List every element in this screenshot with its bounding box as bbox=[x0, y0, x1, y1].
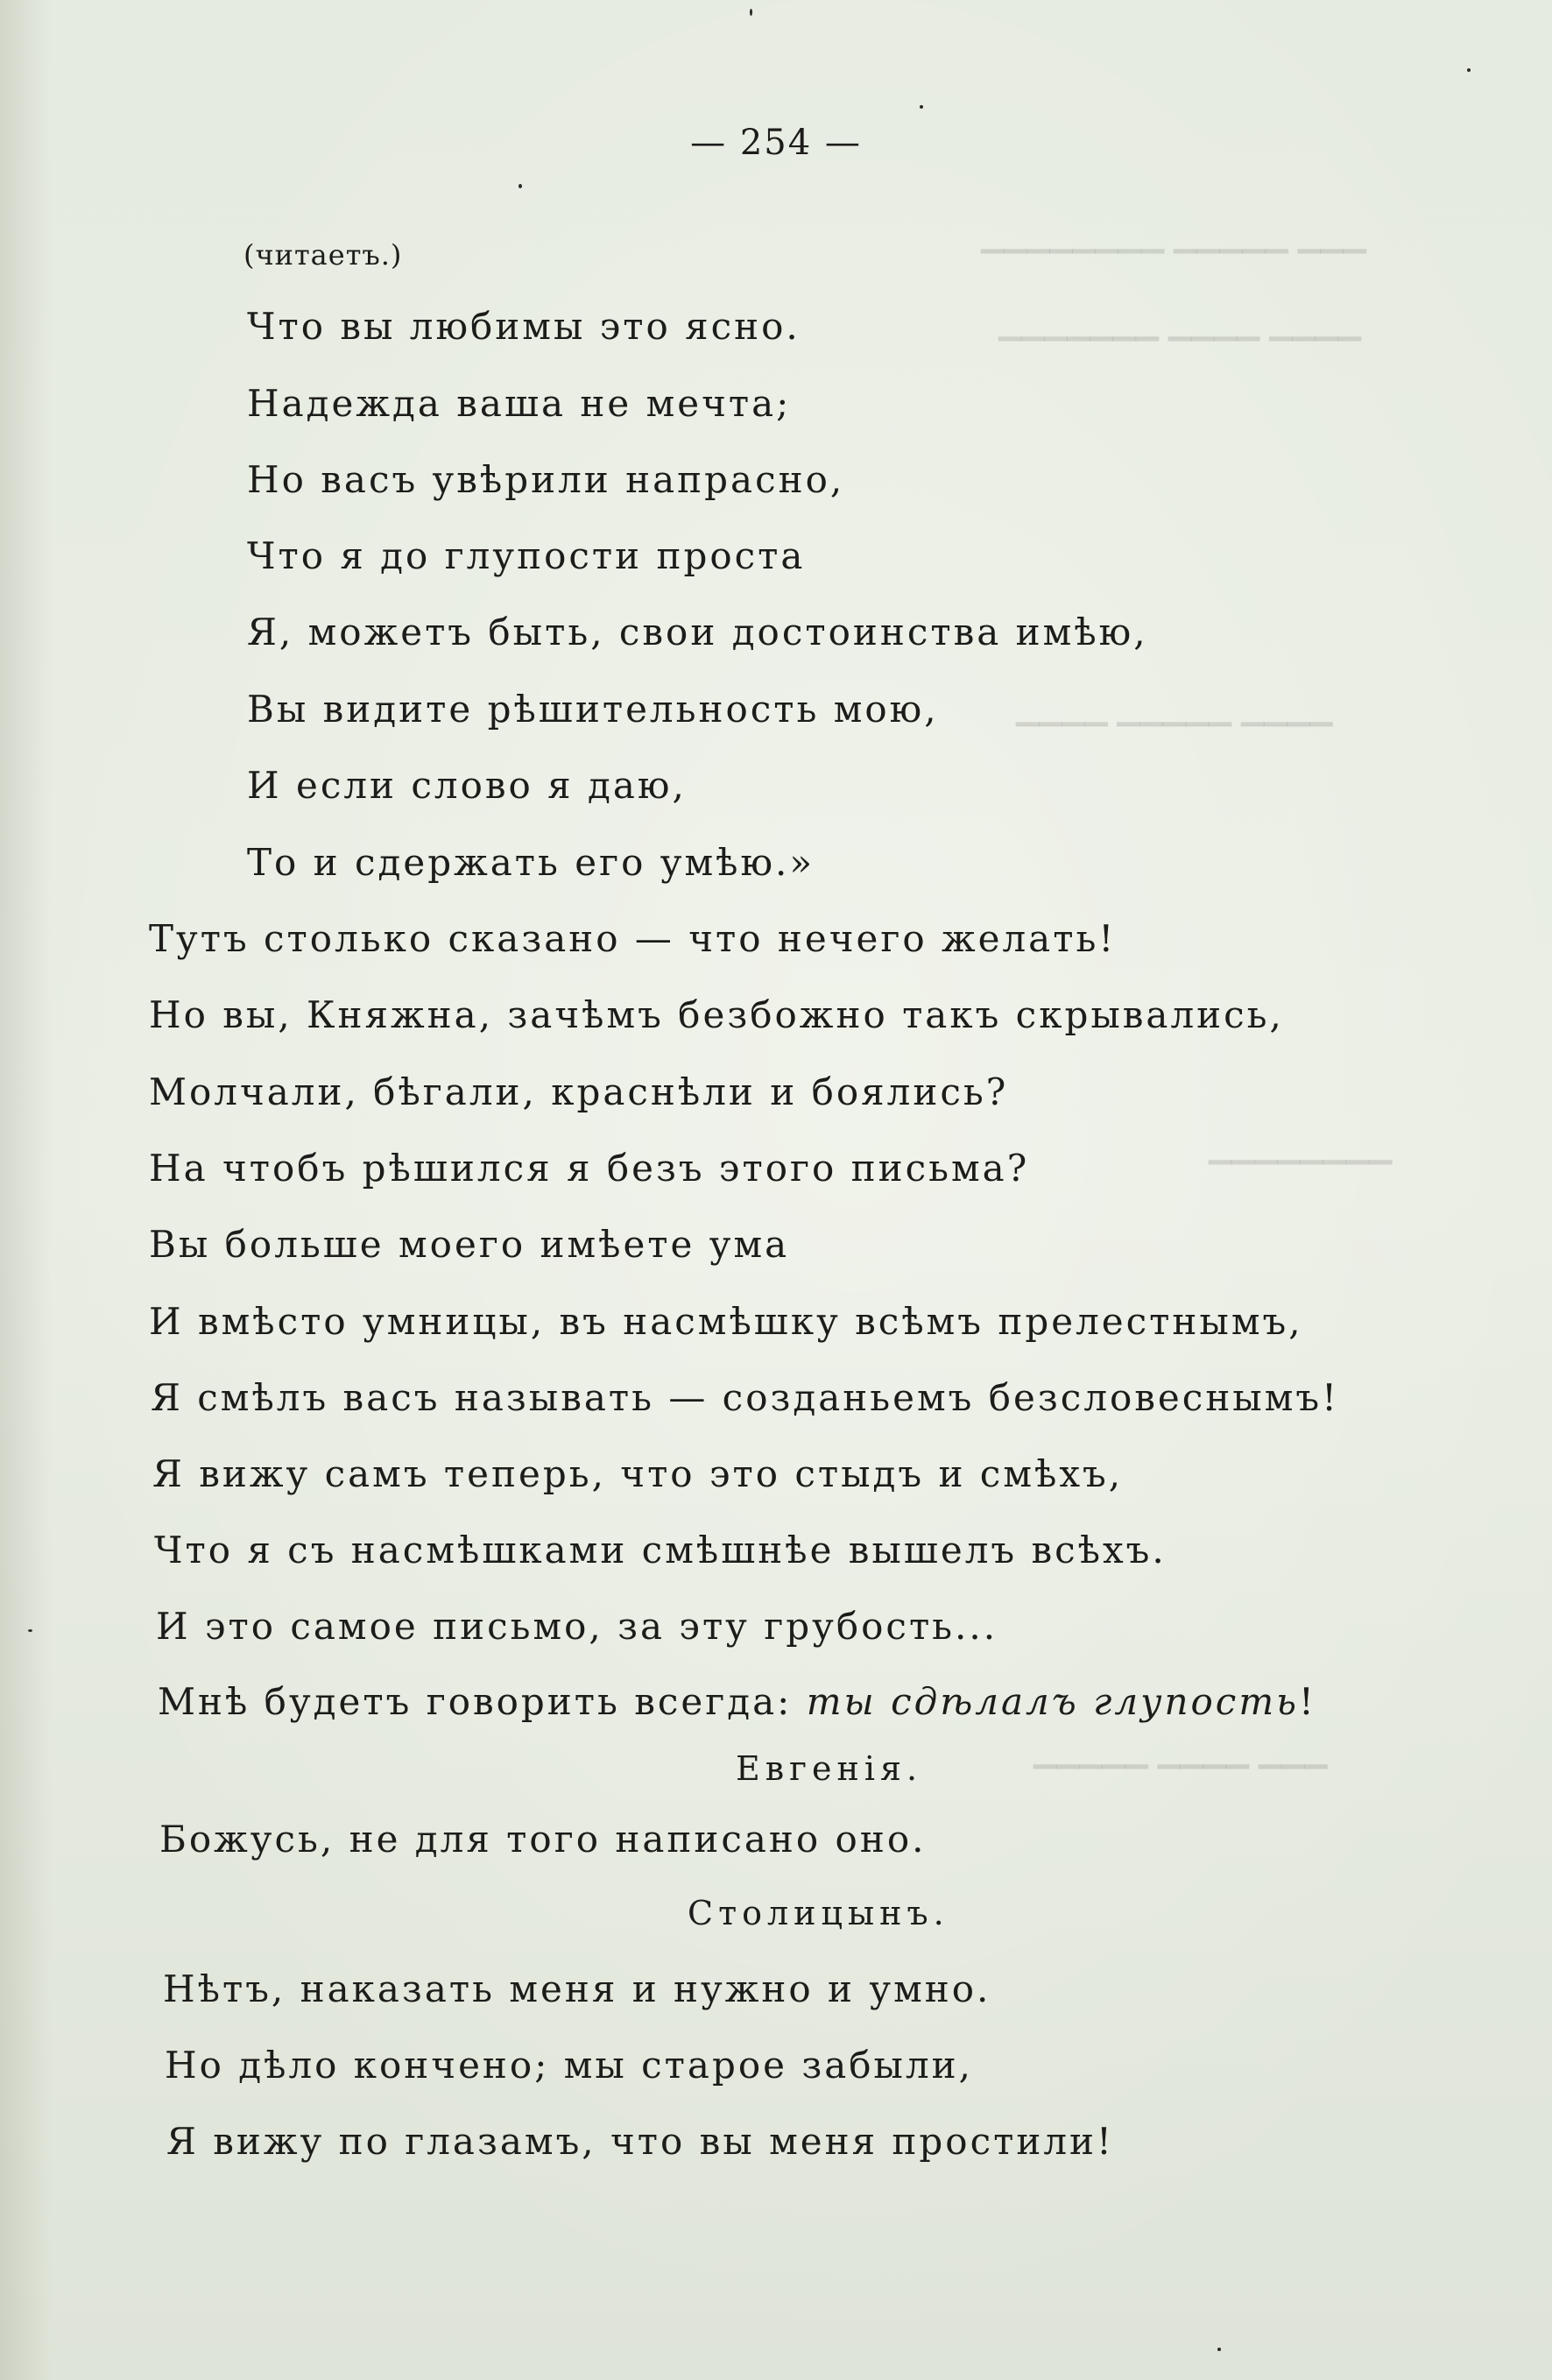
ink-speck bbox=[28, 1629, 32, 1632]
ink-speck bbox=[519, 184, 522, 188]
verse-line: Надежда ваша не мечта; bbox=[247, 382, 792, 425]
italic-quote: ты сдѣлалъ глупость bbox=[806, 1680, 1300, 1723]
stage-direction: (читаетъ.) bbox=[243, 238, 403, 272]
ink-speck bbox=[920, 105, 923, 109]
verse-line: Но дѣло кончено; мы старое забыли, bbox=[165, 2044, 974, 2087]
verse-text: Мнѣ будетъ говорить всегда: bbox=[158, 1680, 807, 1723]
ink-speck bbox=[1217, 2348, 1221, 2351]
verse-line: И если слово я даю, bbox=[247, 764, 687, 807]
verse-line: Я вижу по глазамъ, что вы меня простили! bbox=[166, 2120, 1114, 2163]
speaker-name: Столицынъ. bbox=[688, 1894, 949, 1932]
ink-speck bbox=[750, 9, 752, 16]
verse-line: И вмѣсто умницы, въ насмѣшку всѣмъ прелестнымъ, bbox=[149, 1300, 1303, 1343]
verse-line: И это самое письмо, за эту грубость... bbox=[156, 1605, 998, 1648]
verse-line: Что я до глупости проста bbox=[247, 534, 806, 577]
verse-line: То и сдержать его умѣю.» bbox=[247, 841, 815, 884]
verse-line: Я смѣлъ васъ называть — созданьемъ безсловеснымъ! bbox=[151, 1376, 1340, 1419]
verse-line: Я вижу самъ теперь, что это стыдъ и смѣхъ, bbox=[152, 1452, 1124, 1495]
verse-line: Но вы, Княжна, зачѣмъ безбожно такъ скрывались, bbox=[149, 993, 1284, 1036]
bleed-through-text: ▁▁▁ ▁▁▁▁ ▁▁▁▁▁ bbox=[1033, 1734, 1328, 1769]
verse-line: Но васъ увѣрили напрасно, bbox=[247, 458, 845, 501]
verse-line: Божусь, не для того написано оно. bbox=[159, 1818, 927, 1861]
verse-line: Что вы любимы это ясно. bbox=[247, 305, 801, 348]
page-number: — 254 — bbox=[690, 123, 862, 163]
verse-line: Тутъ столько сказано — что нечего желать! bbox=[149, 917, 1117, 960]
bleed-through-text: ▁▁▁▁ ▁▁▁▁ ▁▁▁▁▁▁▁ bbox=[998, 307, 1361, 342]
verse-text: ! bbox=[1299, 1680, 1316, 1723]
verse-line-with-italic bbox=[158, 1680, 1316, 1723]
verse-line: Я, можетъ быть, свои достоинства имѣю, bbox=[247, 611, 1148, 653]
bleed-through-text: ▁▁▁▁ ▁▁▁▁▁ ▁▁▁▁ bbox=[1016, 692, 1333, 727]
bleed-through-text: ▁▁▁ ▁▁▁▁▁ ▁▁▁▁▁▁▁▁ bbox=[981, 219, 1366, 254]
verse-line: Нѣтъ, наказать меня и нужно и умно. bbox=[163, 1967, 991, 2010]
verse-line: Вы больше моего имѣете ума bbox=[149, 1223, 790, 1266]
verse-line: Вы видите рѣшительность мою, bbox=[247, 688, 939, 731]
verse-line: На чтобъ рѣшился я безъ этого письма? bbox=[149, 1147, 1030, 1190]
speaker-name: Евгенія. bbox=[736, 1749, 923, 1788]
verse-line: Молчали, бѣгали, краснѣли и боялись? bbox=[149, 1070, 1009, 1113]
page-edge-shadow bbox=[0, 0, 53, 2380]
ink-speck bbox=[1467, 68, 1471, 72]
verse-line: Что я съ насмѣшками смѣшнѣе вышелъ всѣхъ. bbox=[154, 1529, 1167, 1571]
bleed-through-text: ▁▁▁▁▁▁▁▁ bbox=[1209, 1130, 1393, 1165]
